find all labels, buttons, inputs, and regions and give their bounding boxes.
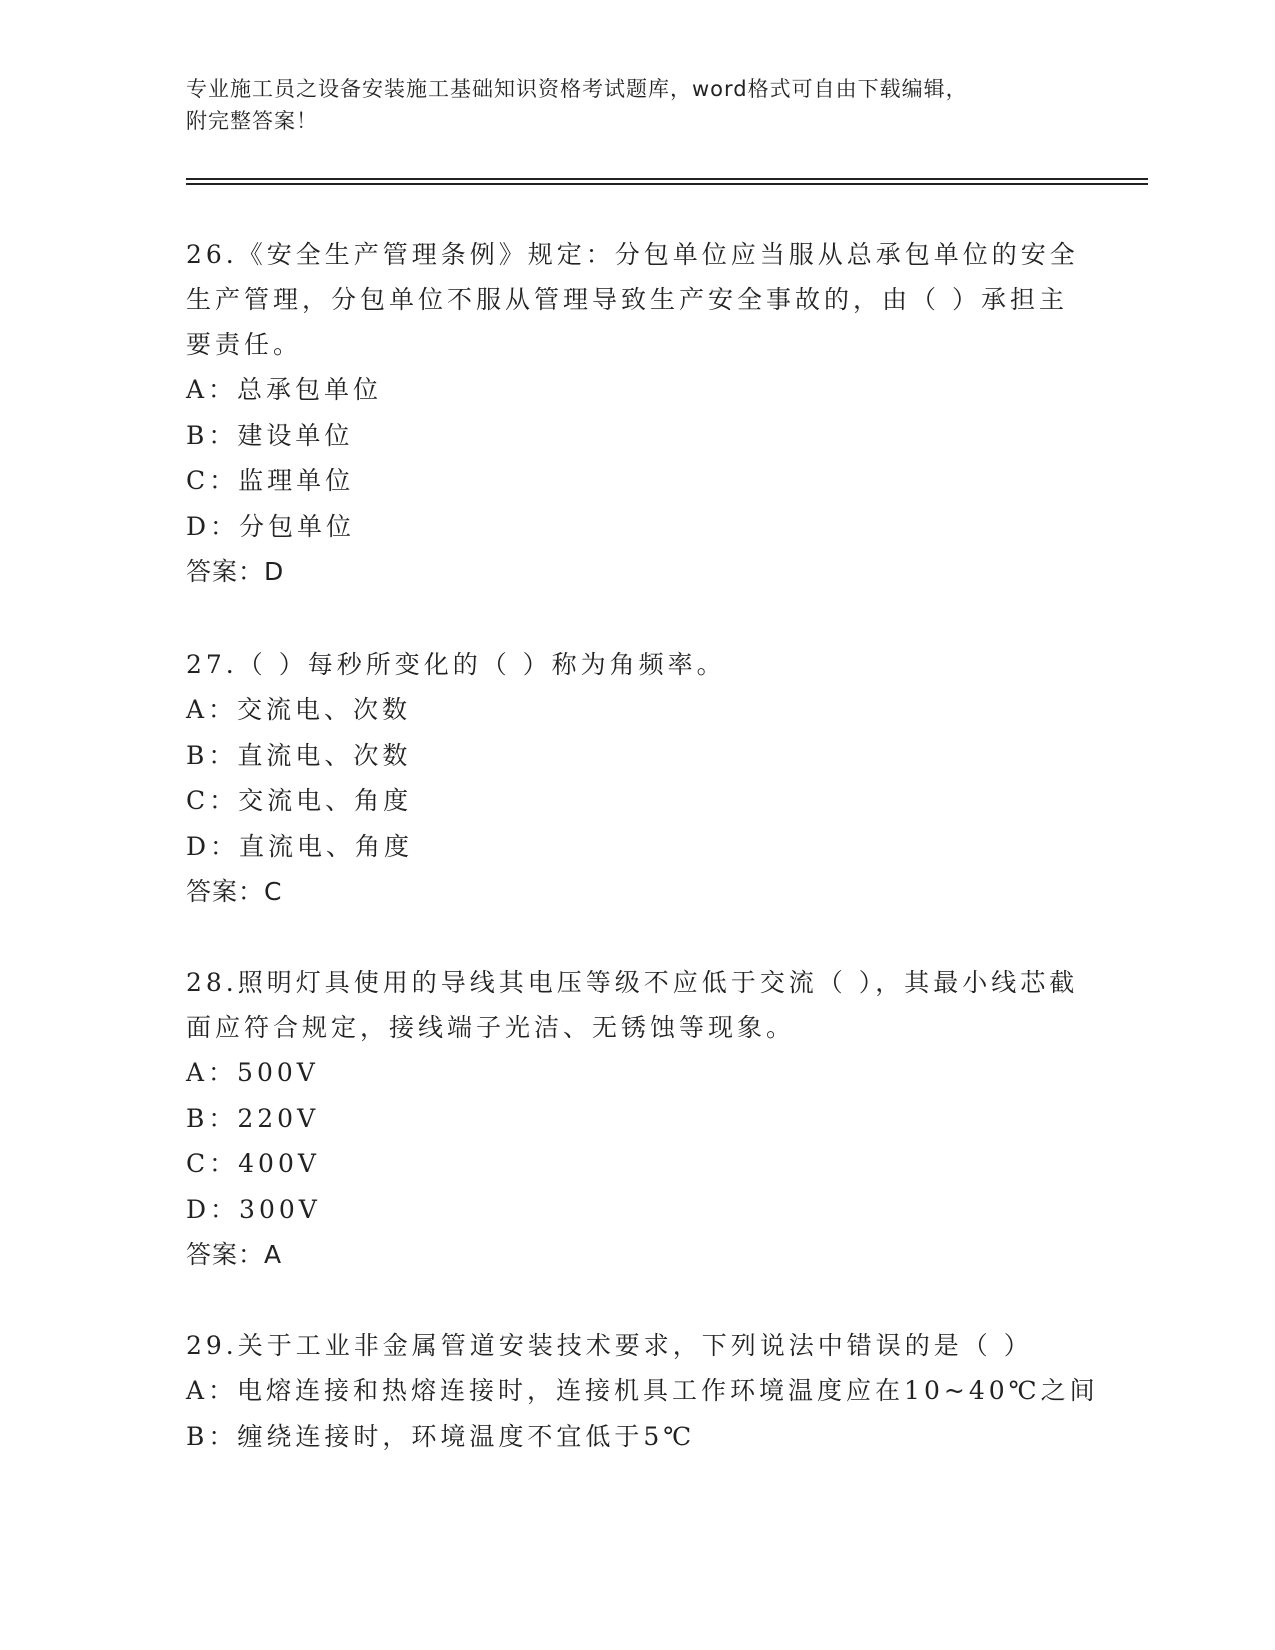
option-a: A：交流电、次数 [186, 695, 412, 724]
answer: 答案：A [186, 1240, 283, 1269]
question-27 [186, 642, 1086, 914]
option-b: B：220V [186, 1103, 320, 1133]
option-a: A：总承包单位 [186, 375, 383, 404]
question-29 [186, 1323, 1099, 1459]
question-28 [186, 960, 1086, 1277]
question-26 [186, 232, 1086, 594]
option-a: A：500V [186, 1058, 319, 1087]
option-a: A：电熔连接和热熔连接时，连接机具工作环境温度应在10~40℃之间 [186, 1376, 1099, 1405]
question-stem: 27.（ ）每秒所变化的（ ）称为角频率。 [186, 650, 726, 679]
option-b: B：缠绕连接时，环境温度不宜低于5℃ [186, 1421, 696, 1451]
option-d: D：直流电、角度 [186, 831, 414, 861]
option-d: D：300V [186, 1194, 321, 1224]
option-c: C：400V [186, 1149, 320, 1178]
option-b: B：直流电、次数 [186, 740, 412, 770]
question-stem: 28.照明灯具使用的导线其电压等级不应低于交流（ ），其最小线芯截面应符合规定，接线端子光洁、无锈蚀等现象。 [186, 968, 1079, 1042]
question-stem: 26.《安全生产管理条例》规定：分包单位应当服从总承包单位的安全生产管理，分包单位不服从管理导致生产安全事故的，由（ ）承担主要责任。 [186, 240, 1079, 359]
question-stem: 29.关于工业非金属管道安装技术要求，下列说法中错误的是（ ） [186, 1331, 1033, 1360]
option-c: C：监理单位 [186, 466, 355, 495]
option-b: B：建设单位 [186, 420, 354, 450]
header-line-1: 专业施工员之设备安装施工基础知识资格考试题库，word格式可自由下载编辑， [186, 77, 968, 101]
header-line-2: 附完整答案！ [186, 109, 318, 133]
answer: 答案：D [186, 557, 285, 586]
option-c: C：交流电、角度 [186, 786, 413, 815]
page-header [186, 73, 1086, 137]
header-divider-bottom [186, 183, 1148, 185]
header-divider-top [186, 178, 1148, 180]
option-d: D：分包单位 [186, 511, 356, 541]
answer: 答案：C [186, 877, 283, 906]
